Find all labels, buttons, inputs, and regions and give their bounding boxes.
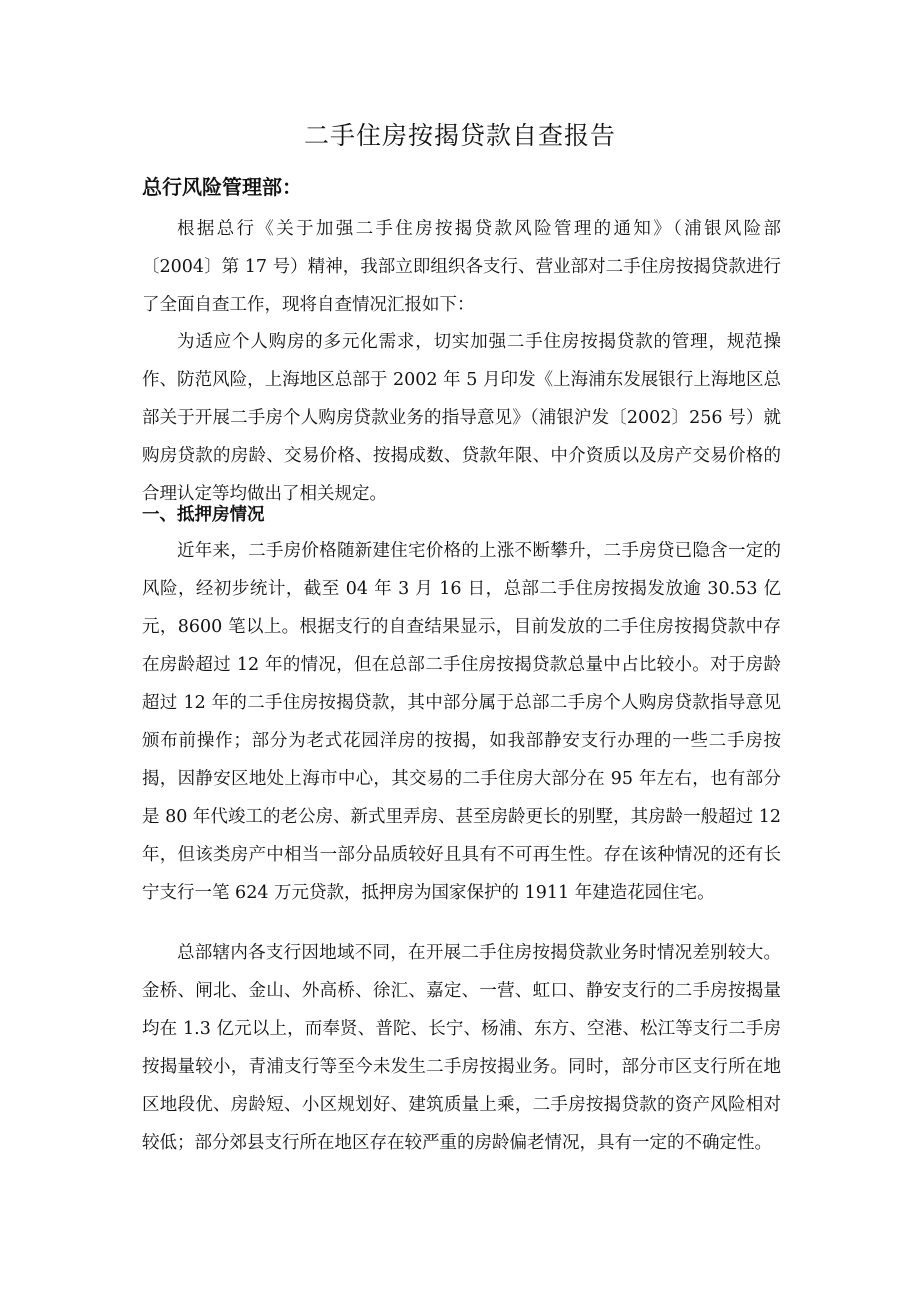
paragraph-mortgage-property-overview: 近年来，二手房价格随新建住宅价格的上涨不断攀升，二手房贷已隐含一定的风险，经初步统计，截至 04 年 3 月 16 日，总部二手住房按揭发放逾 30.53 亿元，8600 笔以上。根据支行的自查结果显示，目前发放的二手住房按揭贷款中存在房龄超过 12 年的情况，但在总部二手住房按揭贷款总量中占比较小。对于房龄超过 12 年的二手住房按揭贷款，其中部分属于总部二手房个人购房贷款指导意见颁布前操作；部分为老式花园洋房的按揭，如我部静安支行办理的一些二手房按揭，因静安区地处上海市中心，其交易的二手住房大部分在 95 年左右，也有部分是 80 年代竣工的老公房、新式里弄房、甚至房龄更长的别墅，其房龄一般超过 12 年，但该类房产中相当一部分品质较好且具有不可再生性。存在该种情况的还有长宁支行一笔 624 万元贷款，抵押房为国家保护的 1911 年建造花园住宅。: [142, 541, 781, 903]
paragraph-branch-differences: 总部辖内各支行因地域不同，在开展二手住房按揭贷款业务时情况差别较大。金桥、闸北、金山、外高桥、徐汇、嘉定、一营、虹口、静安支行的二手房按揭量均在 1.3 亿元以上，而奉贤、普陀、长宁、杨浦、东方、空港、松江等支行二手房按揭量较小，青浦支行等至今未发生二手房按揭业务。同时，部分市区支行所在地区地段优、房龄短、小区规划好、建筑质量上乘，二手房按揭贷款的资产风险相对较低；部分郊县支行所在地区存在较严重的房龄偏老情况，具有一定的不确定性。: [142, 943, 781, 1153]
paragraph-intro: 根据总行《关于加强二手住房按揭贷款风险管理的通知》（浦银风险部〔2004〕第 17 号）精神，我部立即组织各支行、营业部对二手住房按揭贷款进行了全面自查工作，现将自查情况汇报如下：: [142, 219, 781, 315]
section-heading-mortgage-property: 一、抵押房情况: [142, 505, 265, 525]
document-title: 二手住房按揭贷款自查报告: [303, 121, 616, 150]
salutation: 总行风险管理部：: [142, 175, 302, 199]
paragraph-background: 为适应个人购房的多元化需求，切实加强二手住房按揭贷款的管理，规范操作、防范风险，上海地区总部于 2002 年 5 月印发《上海浦东发展银行上海地区总部关于开展二手房个人购房贷款业务的指导意见》（浦银沪发〔2002〕256 号）就购房贷款的房龄、交易价格、按揭成数、贷款年限、中介资质以及房产交易价格的合理认定等均做出了相关规定。: [142, 332, 781, 504]
